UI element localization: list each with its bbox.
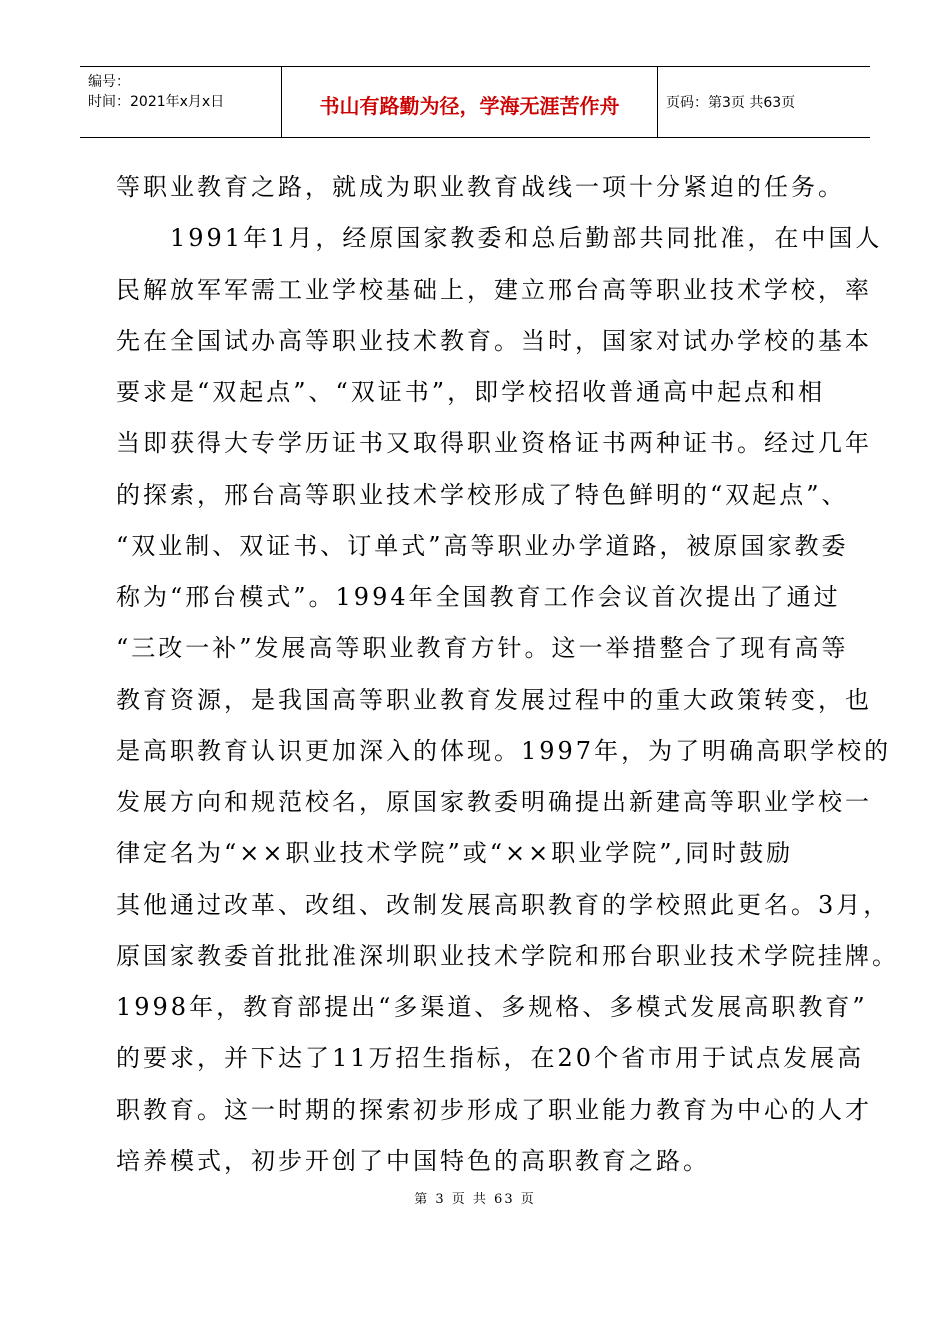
header-page-code: 页码：第3页 共63页: [666, 95, 796, 111]
text-line: 当即获得大专学历证书又取得职业资格证书两种证书。经过几年: [116, 429, 872, 458]
page-footer: 第 3 页 共 63 页: [414, 1192, 536, 1207]
body-text: [116, 162, 899, 1187]
text-line: 原国家教委首批批准深圳职业技术学院和邢台职业技术学院挂牌。: [116, 941, 899, 970]
time-label: 时间：2021年x月x日: [88, 94, 225, 110]
text-line: “三改一补”发展高等职业教育方针。这一举措整合了现有高等: [116, 634, 849, 663]
text-line: 培养模式，初步开创了中国特色的高职教育之路。: [116, 1146, 710, 1175]
text-line: 是高职教育认识更加深入的体现。1997年，为了明确高职学校的: [116, 736, 892, 765]
text-line: 要求是“双起点”、“双证书”，即学校招收普通高中起点和相: [116, 378, 826, 406]
text-line: 称为“邢台模式”。1994年全国教育工作会议首次提出了通过: [116, 583, 841, 611]
text-line: 的探索，邢台高等职业技术学校形成了特色鲜明的“双起点”、: [116, 480, 849, 509]
text-line: 其他通过改革、改组、改制发展高职教育的学校照此更名。3月，: [116, 890, 891, 919]
text-line: 职教育。这一时期的探索初步形成了职业能力教育为中心的人才: [116, 1095, 872, 1124]
text-line: 1998年，教育部提出“多渠道、多规格、多模式发展高职教育”: [116, 993, 868, 1021]
number-label: 编号：: [88, 74, 130, 90]
text-line: 民解放军军需工业学校基础上，建立邢台高等职业技术学校，率: [116, 275, 872, 304]
text-line: “双业制、双证书、订单式”高等职业办学道路，被原国家教委: [116, 531, 849, 560]
text-line: 律定名为“××职业技术学院”或“××职业学院”,同时鼓励: [116, 839, 794, 868]
text-line: 先在全国试办高等职业技术教育。当时，国家对试办学校的基本: [116, 326, 872, 355]
text-line: 等职业教育之路，就成为职业教育战线一项十分紧迫的任务。: [116, 173, 845, 201]
text-line: 发展方向和规范校名，原国家教委明确提出新建高等职业学校一: [116, 788, 872, 816]
header-motto: 书山有路勤为径，学海无涯苦作舟: [282, 67, 658, 137]
text-line: 1991年1月，经原国家教委和总后勤部共同批准，在中国人: [116, 224, 883, 253]
header-meta: [80, 67, 282, 137]
text-line: 教育资源，是我国高等职业教育发展过程中的重大政策转变，也: [116, 685, 872, 714]
text-line: 的要求，并下达了11万招生指标，在20个省市用于试点发展高: [116, 1044, 865, 1073]
page-header: [80, 66, 870, 138]
